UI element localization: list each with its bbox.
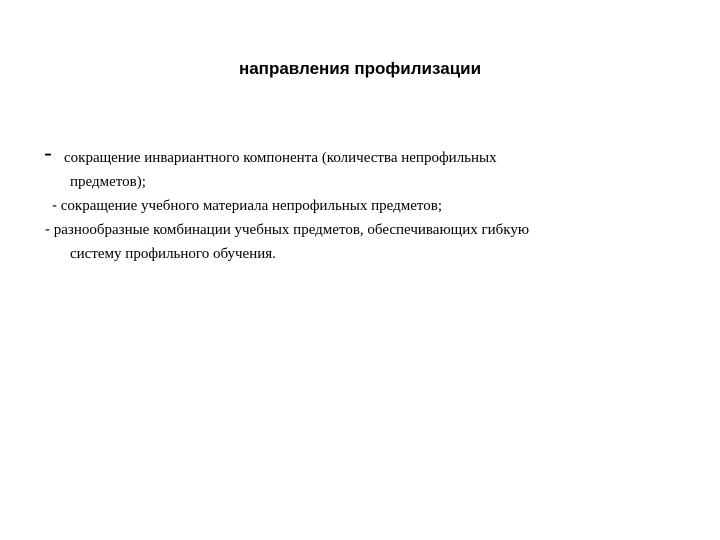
bullet-dash: -: [44, 140, 52, 167]
list-item-line: [0, 142, 720, 170]
slide-title: [0, 58, 720, 80]
list-item: [0, 194, 720, 218]
list-item-text: сокращение учебного материала непрофильных предметов;: [60, 198, 443, 214]
list-item-text: разнообразные комбинации учебных предметов, обеспечивающих гибкую: [53, 222, 530, 238]
list-item-text: систему профильного обучения.: [70, 246, 276, 262]
list-item-line: [0, 218, 720, 242]
list-item-line: [0, 194, 720, 218]
list-item: [0, 218, 720, 266]
list-item-line: [0, 242, 720, 266]
bullet-dash: -: [45, 221, 50, 238]
list-item-line: [0, 170, 720, 194]
slide-title-text: направления профилизации: [238, 59, 482, 78]
list-item: [0, 142, 720, 194]
bullet-dash: -: [52, 197, 57, 214]
list-item-text: предметов);: [70, 174, 146, 190]
list-item-text: сокращение инвариантного компонента (количества непрофильных: [64, 150, 497, 166]
bullet-list: [0, 142, 720, 266]
